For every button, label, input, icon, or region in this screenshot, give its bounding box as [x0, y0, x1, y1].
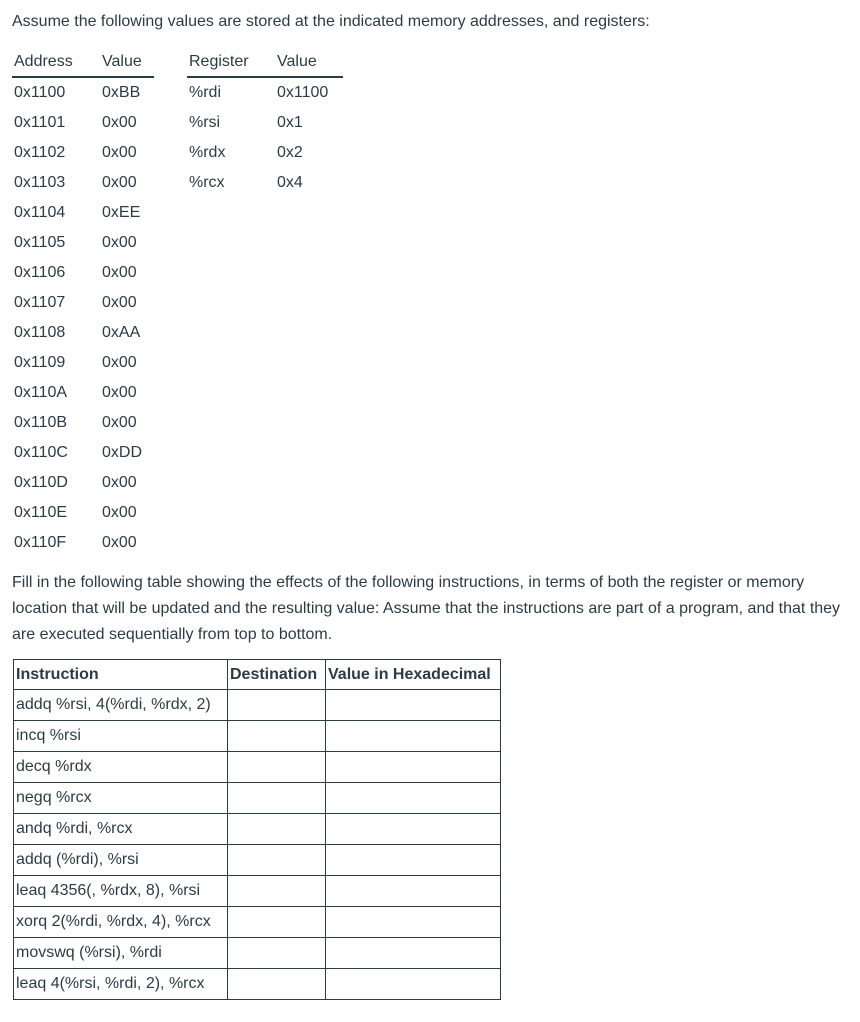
- destination-answer-cell[interactable]: [228, 969, 326, 1000]
- destination-answer-cell[interactable]: [228, 907, 326, 938]
- instruction-cell: andq %rdi, %rcx: [14, 814, 228, 845]
- instruction-row: [14, 783, 501, 814]
- memory-row: [12, 528, 154, 558]
- register-row: [187, 138, 343, 168]
- memory-row: [12, 498, 154, 528]
- value-answer-cell[interactable]: [326, 969, 501, 1000]
- destination-answer-cell[interactable]: [228, 938, 326, 969]
- memory-value-cell: 0xDD: [102, 444, 143, 461]
- value-answer-cell[interactable]: [326, 814, 501, 845]
- memory-row: [12, 378, 154, 408]
- value-answer-cell[interactable]: [326, 876, 501, 907]
- memory-row: [12, 198, 154, 228]
- instruction-cell: leaq 4356(, %rdx, 8), %rsi: [14, 876, 228, 907]
- destination-answer-cell[interactable]: [228, 845, 326, 876]
- header-destination: Destination: [228, 660, 326, 690]
- instruction-row: [14, 752, 501, 783]
- register-table-header-row: [187, 48, 343, 77]
- memory-row: [12, 258, 154, 288]
- memory-value-cell: 0x00: [102, 264, 137, 281]
- instruction-row: [14, 876, 501, 907]
- register-name-cell: %rdx: [189, 144, 226, 161]
- memory-address-cell: 0x110B: [14, 414, 68, 431]
- register-name-cell: %rcx: [189, 174, 225, 191]
- memory-address-cell: 0x1108: [14, 324, 66, 341]
- intro-text: Assume the following values are stored at the indicated memory addresses, and registers:: [12, 13, 650, 30]
- value-answer-cell[interactable]: [326, 721, 501, 752]
- register-table: [187, 48, 343, 198]
- destination-answer-cell[interactable]: [228, 783, 326, 814]
- memory-address-cell: 0x1100: [14, 84, 66, 101]
- value-answer-cell[interactable]: [326, 690, 501, 721]
- memory-value-cell: 0x00: [102, 354, 137, 371]
- memory-value-cell: 0x00: [102, 234, 137, 251]
- value-answer-cell[interactable]: [326, 845, 501, 876]
- instruction-row: [14, 721, 501, 752]
- memory-address-cell: 0x110E: [14, 504, 68, 521]
- instruction-table: [13, 659, 501, 1000]
- memory-value-cell: 0x00: [102, 504, 137, 521]
- instruction-cell: incq %rsi: [14, 721, 228, 752]
- register-name-cell: %rdi: [189, 84, 222, 101]
- instruction-row: [14, 814, 501, 845]
- destination-answer-cell[interactable]: [228, 752, 326, 783]
- memory-table: [12, 48, 154, 558]
- instruction-row: [14, 969, 501, 1000]
- memory-address-cell: 0x110C: [14, 444, 68, 461]
- memory-address-cell: 0x1104: [14, 204, 66, 221]
- memory-row: [12, 438, 154, 468]
- memory-row: [12, 168, 154, 198]
- register-value-cell: 0x1100: [277, 84, 329, 101]
- register-row: [187, 77, 343, 108]
- header-instruction: Instruction: [14, 660, 228, 690]
- value-answer-cell[interactable]: [326, 938, 501, 969]
- value-answer-cell[interactable]: [326, 907, 501, 938]
- memory-address-cell: 0x1101: [14, 114, 66, 131]
- memory-row: [12, 348, 154, 378]
- memory-header-address: Address: [12, 48, 100, 77]
- instruction-row: [14, 845, 501, 876]
- memory-header-value: Value: [100, 48, 154, 77]
- instruction-row: [14, 938, 501, 969]
- instruction-cell: leaq 4(%rsi, %rdi, 2), %rcx: [14, 969, 228, 1000]
- memory-value-cell: 0x00: [102, 474, 137, 491]
- destination-answer-cell[interactable]: [228, 721, 326, 752]
- memory-value-cell: 0x00: [102, 114, 137, 131]
- memory-value-cell: 0x00: [102, 294, 137, 311]
- register-row: [187, 168, 343, 198]
- instruction-cell: movswq (%rsi), %rdi: [14, 938, 228, 969]
- register-name-cell: %rsi: [189, 114, 221, 131]
- register-value-cell: 0x2: [277, 144, 303, 161]
- memory-row: [12, 228, 154, 258]
- instruction-cell: addq (%rdi), %rsi: [14, 845, 228, 876]
- memory-row: [12, 468, 154, 498]
- memory-address-cell: 0x1109: [14, 354, 66, 371]
- memory-row: [12, 408, 154, 438]
- header-value-hex: Value in Hexadecimal: [326, 660, 501, 690]
- memory-value-cell: 0x00: [102, 144, 137, 161]
- memory-address-cell: 0x1105: [14, 234, 66, 251]
- memory-value-cell: 0x00: [102, 174, 137, 191]
- memory-address-cell: 0x110A: [14, 384, 68, 401]
- memory-row: [12, 108, 154, 138]
- register-row: [187, 108, 343, 138]
- memory-value-cell: 0x00: [102, 534, 137, 551]
- instruction-cell: decq %rdx: [14, 752, 228, 783]
- register-header-register: Register: [187, 48, 275, 77]
- instruction-row: [14, 690, 501, 721]
- destination-answer-cell[interactable]: [228, 876, 326, 907]
- destination-answer-cell[interactable]: [228, 690, 326, 721]
- memory-value-cell: 0x00: [102, 414, 137, 431]
- memory-table-header-row: [12, 48, 154, 77]
- destination-answer-cell[interactable]: [228, 814, 326, 845]
- memory-address-cell: 0x1102: [14, 144, 66, 161]
- memory-value-cell: 0xBB: [102, 84, 141, 101]
- memory-address-cell: 0x110F: [14, 534, 67, 551]
- instruction-table-header-row: [14, 660, 501, 690]
- memory-value-cell: 0xEE: [102, 204, 141, 221]
- instruction-row: [14, 907, 501, 938]
- memory-address-cell: 0x1106: [14, 264, 66, 281]
- instruction-cell: addq %rsi, 4(%rdi, %rdx, 2): [14, 690, 228, 721]
- memory-row: [12, 318, 154, 348]
- memory-row: [12, 138, 154, 168]
- instruction-cell: xorq 2(%rdi, %rdx, 4), %rcx: [14, 907, 228, 938]
- instructions-text: Fill in the following table showing the effects of the following instructions, in terms of both the register or memory location that will be updated and the resulting value: Assume that the instructions are part of a program, and that they are executed sequentially from top to bottom.: [12, 574, 841, 643]
- memory-address-cell: 0x1103: [14, 174, 66, 191]
- value-answer-cell[interactable]: [326, 783, 501, 814]
- register-header-value: Value: [275, 48, 343, 77]
- memory-row: [12, 77, 154, 108]
- memory-address-cell: 0x1107: [14, 294, 66, 311]
- instruction-cell: negq %rcx: [14, 783, 228, 814]
- memory-value-cell: 0x00: [102, 384, 137, 401]
- value-answer-cell[interactable]: [326, 752, 501, 783]
- register-value-cell: 0x1: [277, 114, 303, 131]
- register-value-cell: 0x4: [277, 174, 303, 191]
- memory-value-cell: 0xAA: [102, 324, 141, 341]
- memory-row: [12, 288, 154, 318]
- memory-address-cell: 0x110D: [14, 474, 68, 491]
